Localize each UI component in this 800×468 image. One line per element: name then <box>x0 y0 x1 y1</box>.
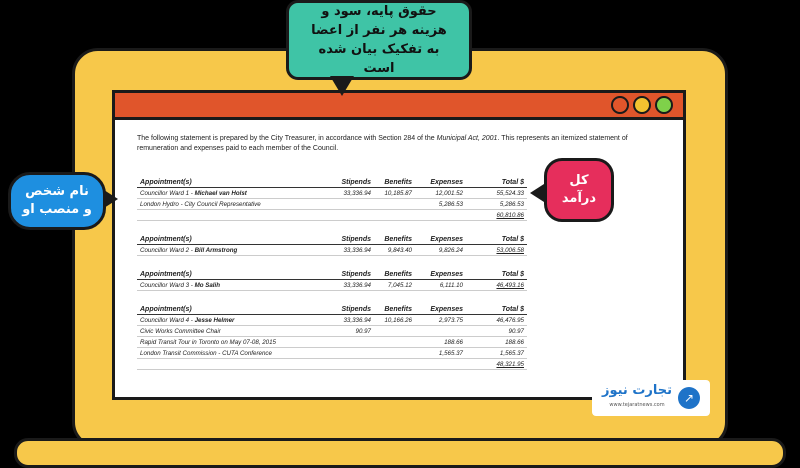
stipends-cell: 33,336.94 <box>328 188 374 199</box>
logo-mark-icon: ↗ <box>678 387 700 409</box>
table-row <box>137 188 527 199</box>
table-row <box>137 359 527 370</box>
benefits-cell: 9,843.40 <box>374 245 415 256</box>
table-row <box>137 326 527 337</box>
total-cell: 53,006.58 <box>466 245 527 256</box>
stipends-cell: 33,336.94 <box>328 315 374 326</box>
benefits-cell <box>374 337 415 348</box>
header-appointment: Appointment(s) <box>137 270 328 280</box>
total-cell: 55,524.33 <box>466 188 527 199</box>
table-row <box>137 337 527 348</box>
header-stipends: Stipends <box>328 235 374 245</box>
total-cell: 90.97 <box>466 326 527 337</box>
expenses-cell <box>415 359 466 370</box>
header-stipends: Stipends <box>328 305 374 315</box>
table-row <box>137 280 527 291</box>
expenses-cell: 6,111.10 <box>415 280 466 291</box>
stipends-cell <box>328 337 374 348</box>
appointment-cell: Civic Works Committee Chair <box>137 326 328 337</box>
remuneration-table <box>137 270 527 291</box>
callout-top-tail <box>330 76 354 96</box>
header-benefits: Benefits <box>374 235 415 245</box>
maximize-dot-icon[interactable] <box>655 96 673 114</box>
benefits-cell <box>374 326 415 337</box>
stipends-cell: 33,336.94 <box>328 280 374 291</box>
brand-logo <box>592 380 710 416</box>
total-cell: 188.66 <box>466 337 527 348</box>
header-expenses: Expenses <box>415 305 466 315</box>
benefits-cell: 10,185.87 <box>374 188 415 199</box>
table-row <box>137 348 527 359</box>
stipends-cell: 33,336.94 <box>328 245 374 256</box>
table-header-row <box>137 305 527 315</box>
remuneration-table <box>137 235 527 256</box>
header-total: Total $ <box>466 235 527 245</box>
minimize-dot-icon[interactable] <box>633 96 651 114</box>
stipends-cell <box>328 210 374 221</box>
benefits-cell: 7,045.12 <box>374 280 415 291</box>
appointment-cell: Councillor Ward 3 - Mo Salih <box>137 280 328 291</box>
statement-intro: The following statement is prepared by the City Treasurer, in accordance with Section 284 of the Municipal Act, 2001. This represents an itemized statement of remuneration and expenses paid to each member of the Council. <box>137 135 628 152</box>
stipends-cell <box>328 348 374 359</box>
header-stipends: Stipends <box>328 270 374 280</box>
header-total: Total $ <box>466 178 527 188</box>
appointment-cell: London Hydro - City Council Representative <box>137 199 328 210</box>
total-cell: 48,321.95 <box>466 359 527 370</box>
close-dot-icon[interactable] <box>611 96 629 114</box>
appointment-cell: London Transit Commission - CUTA Conference <box>137 348 328 359</box>
header-total: Total $ <box>466 305 527 315</box>
table-row <box>137 210 527 221</box>
benefits-cell: 10,166.26 <box>374 315 415 326</box>
expenses-cell: 188.66 <box>415 337 466 348</box>
header-appointment: Appointment(s) <box>137 305 328 315</box>
logo-url: www.tejaratnews.com <box>609 402 665 408</box>
callout-left: نام شخص و منصب او <box>8 172 106 230</box>
header-benefits: Benefits <box>374 305 415 315</box>
benefits-cell <box>374 210 415 221</box>
window-titlebar <box>115 93 683 120</box>
expenses-cell: 5,286.53 <box>415 199 466 210</box>
appointment-cell <box>137 210 328 221</box>
benefits-cell <box>374 359 415 370</box>
expenses-cell: 9,826.24 <box>415 245 466 256</box>
appointment-cell <box>137 359 328 370</box>
total-cell: 46,493.16 <box>466 280 527 291</box>
stipends-cell: 90.97 <box>328 326 374 337</box>
header-expenses: Expenses <box>415 178 466 188</box>
stipends-cell <box>328 199 374 210</box>
expenses-cell: 1,565.37 <box>415 348 466 359</box>
total-cell: 1,565.37 <box>466 348 527 359</box>
remuneration-table <box>137 178 527 221</box>
expenses-cell <box>415 326 466 337</box>
table-row <box>137 245 527 256</box>
header-expenses: Expenses <box>415 270 466 280</box>
table-header-row <box>137 235 527 245</box>
expenses-cell <box>415 210 466 221</box>
appointment-cell: Councillor Ward 2 - Bill Armstrong <box>137 245 328 256</box>
table-row <box>137 199 527 210</box>
callout-left-tail <box>104 190 118 208</box>
header-expenses: Expenses <box>415 235 466 245</box>
benefits-cell <box>374 199 415 210</box>
header-appointment: Appointment(s) <box>137 235 328 245</box>
expenses-cell: 2,973.75 <box>415 315 466 326</box>
logo-name: تجارت نیوز <box>601 383 673 398</box>
callout-top: حقوق پایه، سود و هزینه هر نفر از اعضا به تفکیک بیان شده است <box>286 0 472 80</box>
appointment-cell: Councillor Ward 4 - Jesse Helmer <box>137 315 328 326</box>
benefits-cell <box>374 348 415 359</box>
stipends-cell <box>328 359 374 370</box>
header-benefits: Benefits <box>374 270 415 280</box>
total-cell: 60,810.86 <box>466 210 527 221</box>
total-cell: 5,286.53 <box>466 199 527 210</box>
remuneration-table <box>137 305 527 370</box>
callout-right: کل درآمد <box>544 158 614 222</box>
laptop-screen <box>112 90 686 400</box>
total-cell: 46,476.95 <box>466 315 527 326</box>
callout-right-tail <box>530 184 544 202</box>
expenses-cell: 12,001.52 <box>415 188 466 199</box>
header-appointment: Appointment(s) <box>137 178 328 188</box>
table-header-row <box>137 178 527 188</box>
laptop-base <box>14 438 786 468</box>
table-header-row <box>137 270 527 280</box>
appointment-cell: Rapid Transit Tour in Toronto on May 07-08, 2015 <box>137 337 328 348</box>
table-row <box>137 315 527 326</box>
header-total: Total $ <box>466 270 527 280</box>
appointment-cell: Councillor Ward 1 - Michael van Holst <box>137 188 328 199</box>
header-stipends: Stipends <box>328 178 374 188</box>
header-benefits: Benefits <box>374 178 415 188</box>
